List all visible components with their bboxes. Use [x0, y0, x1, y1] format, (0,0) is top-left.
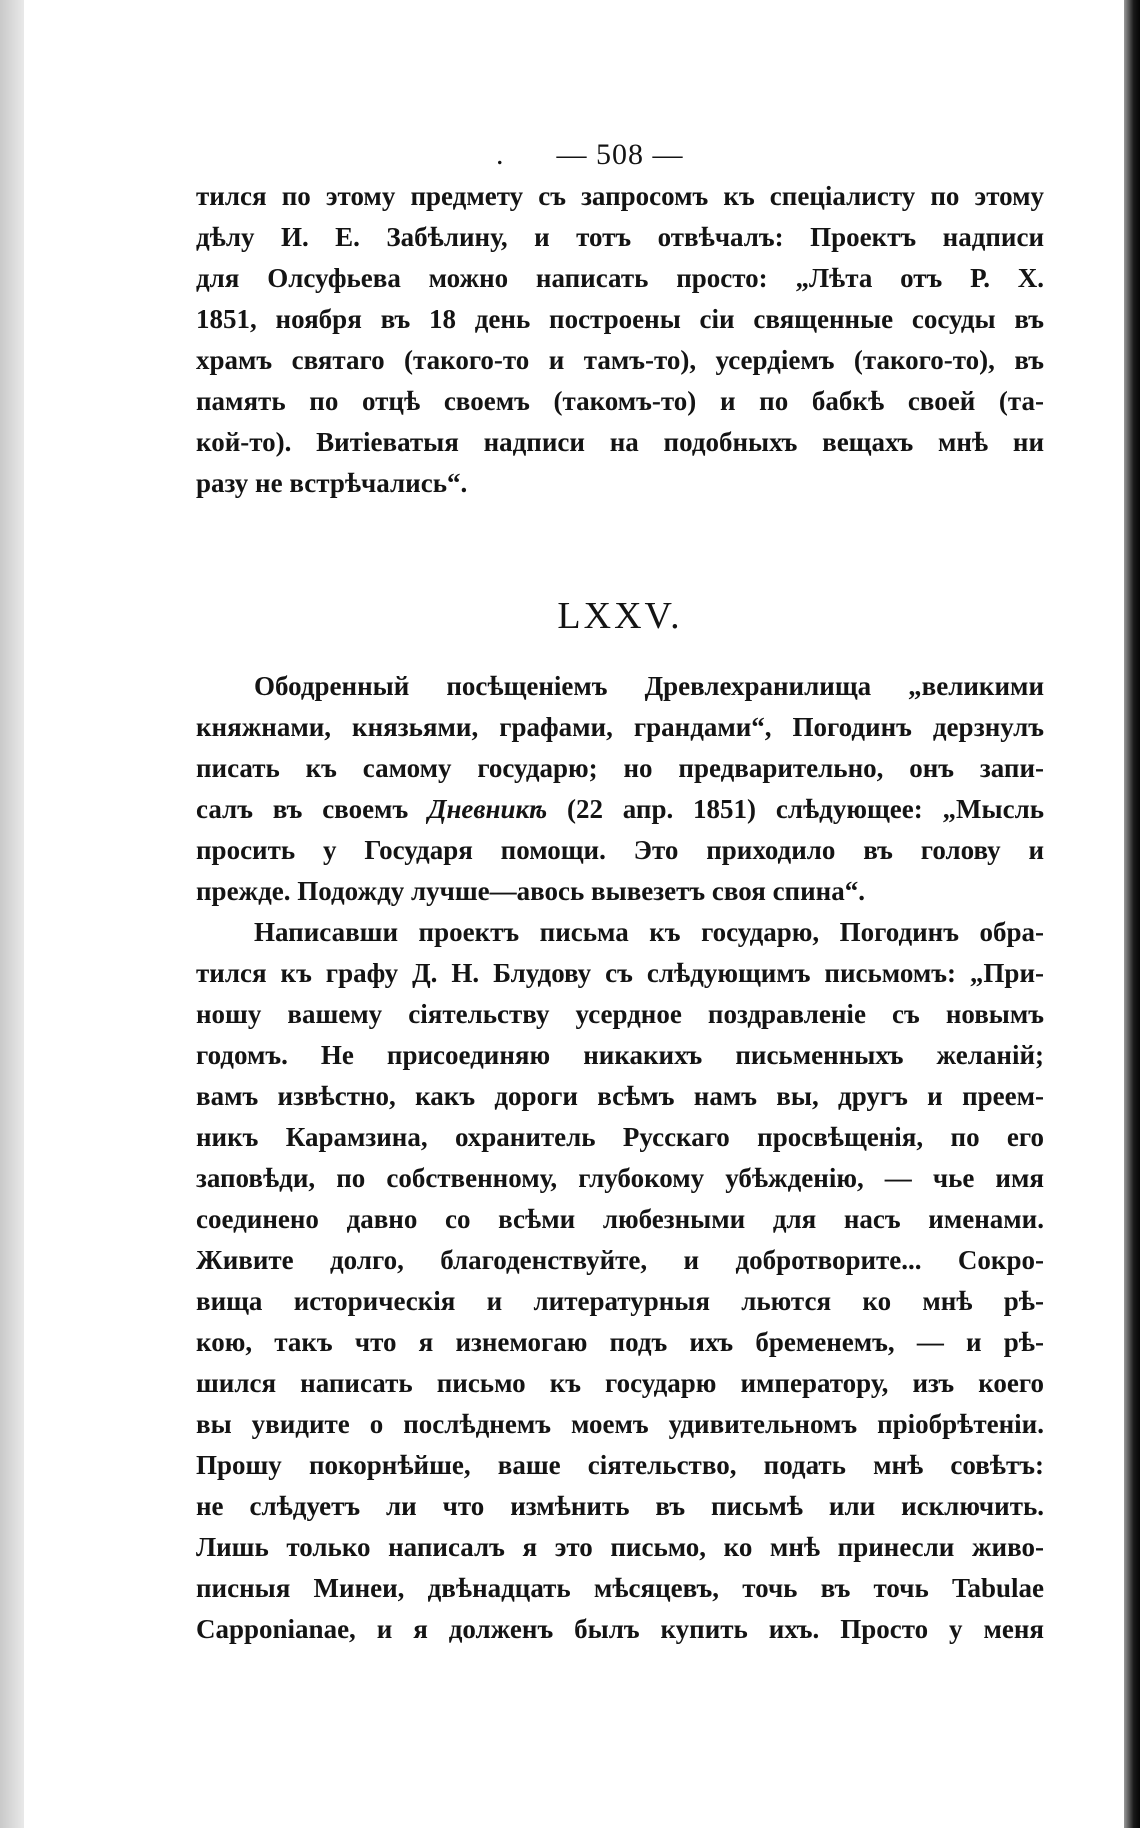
text-line: кою, такъ что я изнемогаю подъ ихъ бременемъ, — и рѣ-	[196, 1327, 1044, 1357]
text-line: тился по этому предмету съ запросомъ къ спеціалисту по этому	[196, 181, 1044, 211]
text-line: Capponianae, и я долженъ былъ купить ихъ. Просто у меня	[196, 1614, 1044, 1644]
page-number-text: — 508 —	[556, 138, 684, 171]
text-line: заповѣди, по собственному, глубокому убѣжденію, — чье имя	[196, 1163, 1044, 1193]
text-line: дѣлу И. Е. Забѣлину, и тотъ отвѣчалъ: Проектъ надписи	[196, 222, 1044, 252]
text-line: вамъ извѣстно, какъ дороги всѣмъ намъ вы, другъ и преем-	[196, 1081, 1044, 1111]
chapter-paragraph-2	[196, 912, 1044, 1650]
text-line: никъ Карамзина, охранитель Русскаго просвѣщенія, по его	[196, 1122, 1044, 1152]
text-fragment: (22 апр. 1851) слѣдующее: „Мысль	[547, 794, 1044, 824]
diary-title: Дневникѣ	[428, 794, 548, 824]
continuation-paragraph	[196, 176, 1044, 504]
text-line: шился написать письмо къ государю императору, изъ коего	[196, 1368, 1044, 1398]
scan-left-margin	[0, 0, 24, 1828]
chapter-paragraph-1	[196, 666, 1044, 912]
text-line: Живите долго, благоденствуйте, и добротворите... Сокро-	[196, 1245, 1044, 1275]
scan-dot: .	[496, 138, 505, 171]
text-fragment: салъ въ своемъ	[196, 794, 428, 824]
text-line: Написавши проектъ письма къ государю, Погодинъ обра-	[254, 917, 1044, 947]
text-line-diary	[196, 789, 1044, 830]
text-line: Лишь только написалъ я это письмо, ко мнѣ принесли живо-	[196, 1532, 1044, 1562]
text-line: для Олсуфьева можно написать просто: „Лѣта отъ Р. Х.	[196, 263, 1044, 293]
text-line: годомъ. Не присоединяю никакихъ письменныхъ желаній;	[196, 1040, 1044, 1070]
text-line: Ободренный посѣщеніемъ Древлехранилища „великими	[254, 671, 1044, 701]
text-line: княжнами, князьями, графами, грандами“, Погодинъ дерзнулъ	[196, 712, 1044, 742]
text-line: разу не встрѣчались“.	[196, 468, 468, 498]
text-line: вы увидите о послѣднемъ моемъ удивительномъ пріобрѣтеніи.	[196, 1409, 1044, 1439]
text-line: просить у Государя помощи. Это приходило въ голову и	[196, 835, 1044, 865]
text-line: ношу вашему сіятельству усердное поздравленіе съ новымъ	[196, 999, 1044, 1029]
text-line: прежде. Подожду лучше—авось вывезетъ своя спина“.	[196, 876, 865, 906]
text-line: кой-то). Витіеватыя надписи на подобныхъ вещахъ мнѣ ни	[196, 427, 1044, 457]
text-line: Прошу покорнѣйше, ваше сіятельство, подать мнѣ совѣтъ:	[196, 1450, 1044, 1480]
page-number	[196, 138, 1044, 172]
text-line: соединено давно со всѣми любезными для насъ именами.	[196, 1204, 1044, 1234]
text-line: тился къ графу Д. Н. Блудову съ слѣдующимъ письмомъ: „При-	[196, 958, 1044, 988]
text-line: писныя Минеи, двѣнадцать мѣсяцевъ, точь въ точь Tabulae	[196, 1573, 1044, 1603]
text-line: писать къ самому государю; но предварительно, онъ запи-	[196, 753, 1044, 783]
scan-right-edge	[1124, 0, 1140, 1828]
chapter-heading: LXXV.	[557, 595, 683, 637]
text-line: не слѣдуетъ ли что измѣнить въ письмѣ или исключить.	[196, 1491, 1044, 1521]
text-line: вища историческія и литературныя льются ко мнѣ рѣ-	[196, 1286, 1044, 1316]
text-line: храмъ святаго (такого-то и тамъ-то), усердіемъ (такого-то), въ	[196, 345, 1044, 375]
text-line: 1851, ноября въ 18 день построены сіи священные сосуды въ	[196, 304, 1044, 334]
text-line: память по отцѣ своемъ (такомъ-то) и по бабкѣ своей (та-	[196, 386, 1044, 416]
